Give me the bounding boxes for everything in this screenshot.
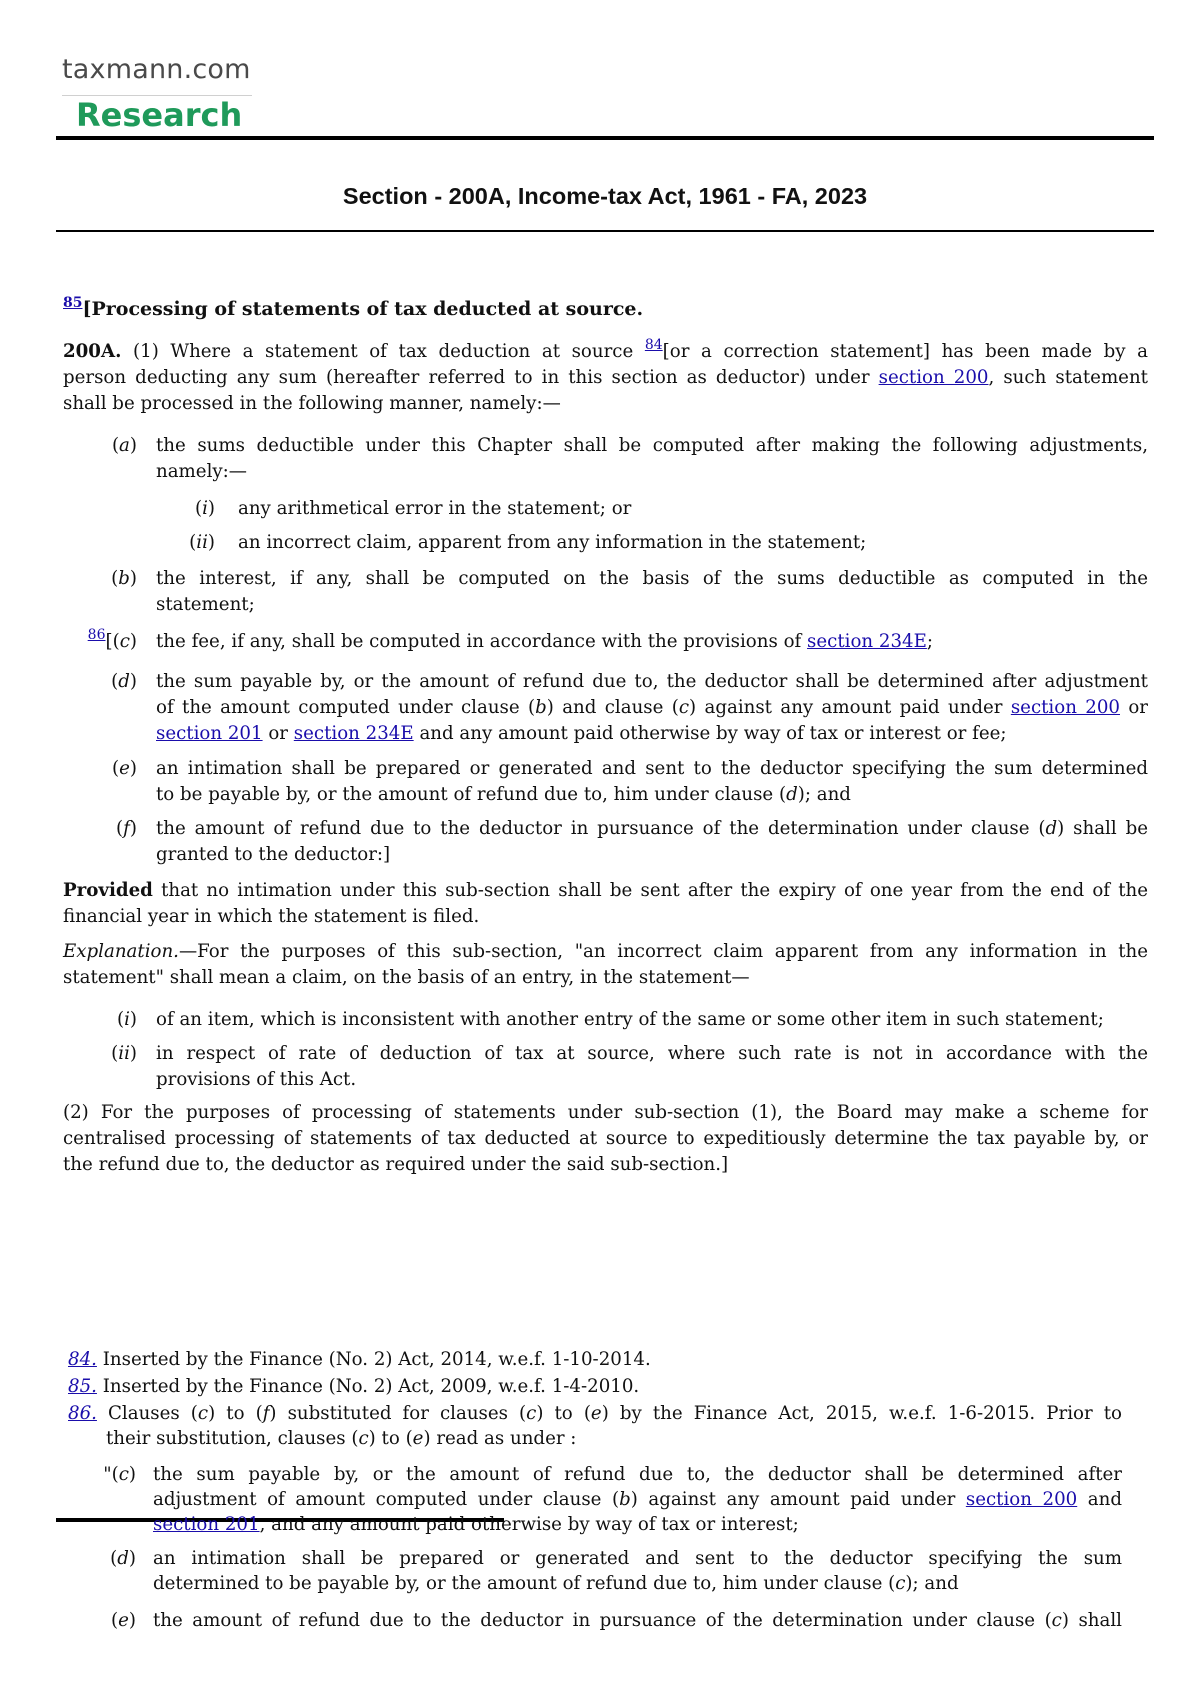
brand-site: taxmann.com	[62, 54, 251, 85]
link-section-234e[interactable]: section 234E	[293, 723, 414, 744]
footnote-84: 84. Inserted by the Finance (No. 2) Act, 2014, w.e.f. 1-10-2014.	[68, 1349, 651, 1370]
footnote-86-old-clause-d: (d) an intimation shall be prepared or generated and sent to the deductor specifying the sum determined to be payable by, or the amount of refund due to, him under clause (c); and	[110, 1548, 1122, 1594]
clause-a-i: (i) any arithmetical error in the statement; or	[194, 498, 632, 519]
clause-d: (d) the sum payable by, or the amount of refund due to, the deductor shall be determined after adjustment of the amount computed under clause (b) and clause (c) against any amount paid under section 200 or section 201 or section 234E and any amount paid otherwise by way of tax or interest or fee;	[111, 671, 1148, 744]
footnote-ref-85[interactable]: 85	[63, 295, 83, 311]
link-section-234e[interactable]: section 234E	[807, 631, 927, 652]
explanation-ii: (ii) in respect of rate of deduction of tax at source, where such rate is not in accordance with the provisions of this Act.	[111, 1043, 1148, 1090]
link-section-201[interactable]: section 201	[153, 1514, 260, 1535]
explanation: Explanation.—For the purposes of this sub-section, "an incorrect claim apparent from any information in the statement" shall mean a claim, on the basis of an entry, in the statement—	[63, 941, 1148, 988]
footnote-86-old-clause-c: "(c) the sum payable by, or the amount of refund due to, the deductor shall be determined after adjustment of amount computed under clause (b) against any amount paid under section 200 and section 201, and any amount paid otherwise by way of tax or interest;	[103, 1464, 1122, 1535]
header-rule-top	[56, 136, 1154, 140]
footnote-link-86[interactable]: 86.	[68, 1403, 97, 1424]
subsection-2-paragraph: (2) For the purposes of processing of statements under sub-section (1), the Board may make a scheme for centralised processing of statements of tax deducted at source to expeditiously determine the tax payable by, or the refund due to, the deductor as required under the said sub-section.]	[63, 1102, 1148, 1175]
section-number: 200A.	[63, 341, 122, 362]
footnote-link-84[interactable]: 84.	[68, 1349, 97, 1370]
proviso: Provided that no intimation under this sub-section shall be sent after the expiry of one year from the end of the financial year in which the statement is filed.	[63, 880, 1148, 927]
clause-e: (e) an intimation shall be prepared or generated and sent to the deductor specifying the sum determined to be payable by, or the amount of refund due to, him under clause (d); and	[112, 758, 1148, 805]
footnote-86-old-clause-e: (e) the amount of refund due to the deductor in pursuance of the determination under clause (c) shall	[111, 1610, 1122, 1631]
clause-b: (b) the interest, if any, shall be computed on the basis of the sums deductible as computed in the statement;	[111, 568, 1148, 615]
section-heading: $^{85}$[Processing of statements of tax deducted at source.	[63, 295, 644, 320]
footnote-ref-84[interactable]: 84	[644, 337, 663, 353]
link-section-201[interactable]: section 201	[156, 723, 263, 744]
page-title: Section - 200A, Income-tax Act, 1961 - FA, 2023	[342, 183, 868, 209]
footnote-ref-86[interactable]: 86	[87, 627, 106, 643]
brand-product: Research	[76, 96, 243, 134]
header-rule-bottom	[56, 230, 1154, 232]
explanation-i: (i) of an item, which is inconsistent with another entry of the same or some other item in such statement;	[116, 1009, 1104, 1030]
link-section-200[interactable]: section 200	[965, 1489, 1078, 1510]
clause-a: (a) the sums deductible under this Chapter shall be computed after making the following adjustments, namely:—	[111, 435, 1148, 482]
footnote-link-85[interactable]: 85.	[68, 1376, 97, 1397]
footnote-86: 86. Clauses (c) to (f) substituted for clauses (c) to (e) by the Finance Act, 2015, w.e.f. 1-6-2015. Prior to their substitution, clauses (c) to (e) read as under :	[68, 1403, 1122, 1449]
link-section-200[interactable]: section 200	[878, 367, 989, 388]
clause-c: $^{86}$[(c) the fee, if any, shall be computed in accordance with the provisions of section 234E;	[87, 627, 934, 652]
clause-f: (f) the amount of refund due to the deductor in pursuance of the determination under clause (d) shall be granted to the deductor:]	[116, 818, 1148, 865]
footnote-85: 85. Inserted by the Finance (No. 2) Act, 2009, w.e.f. 1-4-2010.	[68, 1376, 640, 1397]
clause-a-ii: (ii) an incorrect claim, apparent from any information in the statement;	[189, 532, 867, 553]
subsection-1-paragraph: 200A. (1) Where a statement of tax deduction at source $^{84}$[or a correction statement] has been made by a person deducting any sum (hereafter referred to in this section as deductor) under section 200, such statement shall be processed in the following manner, namely:—	[63, 337, 1148, 414]
link-section-200[interactable]: section 200	[1010, 697, 1120, 718]
